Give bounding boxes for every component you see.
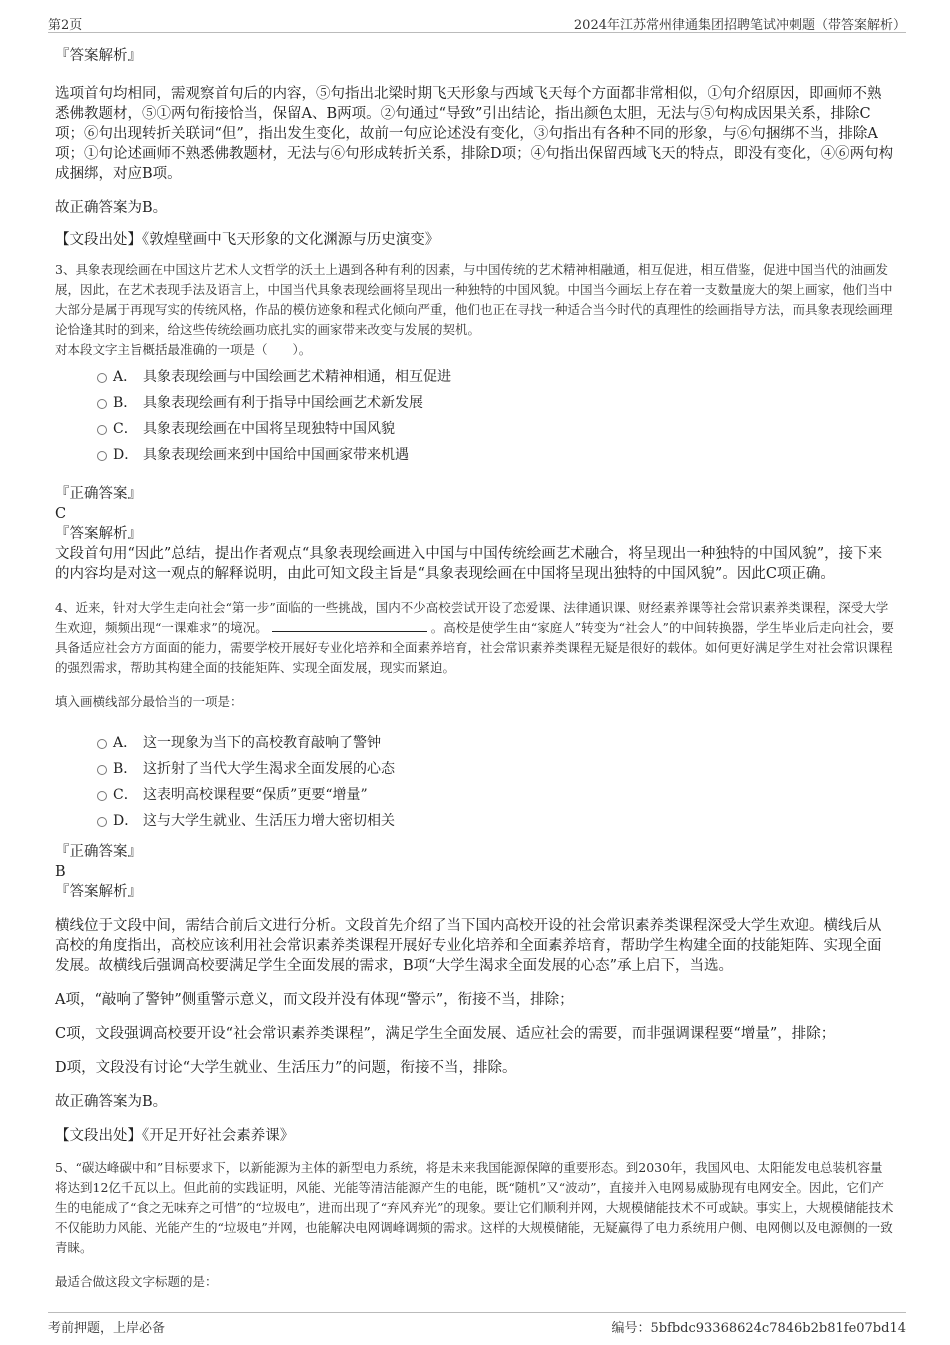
fill-blank bbox=[272, 619, 427, 632]
q3-stem: 3、具象表现绘画在中国这片艺术人文哲学的沃土上遇到各种有利的因素，与中国传统的艺术精神相融通，相互促进，相互借鉴，促进中国当代的油画发展，因此，在艺术表现手法及语言上，中国当代具象表现绘画将呈现出一种独特的中国风貌。中国当今画坛上存在着一支数量庞大的架上画家，他们当中大部分是属于再现写实的传统风格，作品的模仿迹象和程式化倾向严重，他们也正在寻找一种适合当今时代的真理性的绘画指导方法，而具象表现绘画理论恰逢其时的到来，给这些传统绘画功底扎实的画家带来改变与发展的契机。 bbox=[55, 262, 893, 337]
q4-stem bbox=[55, 598, 895, 678]
option-letter: D． bbox=[113, 813, 139, 829]
option-text: 这一现象为当下的高校教育敲响了警钟 bbox=[143, 735, 381, 751]
q3-options bbox=[55, 364, 895, 468]
q4-answer-label: 『正确答案』 bbox=[55, 844, 142, 860]
q4-ask: 填入画横线部分最恰当的一项是： bbox=[55, 694, 243, 709]
option-letter: B． bbox=[113, 395, 138, 411]
option-letter: B． bbox=[113, 761, 138, 777]
q3-answer-label: 『正确答案』 bbox=[55, 486, 142, 502]
q3-option-d[interactable] bbox=[55, 442, 895, 468]
q3-ask: 对本段文字主旨概括最准确的一项是（ ）。 bbox=[55, 342, 312, 357]
document-title: 2024年江苏常州律通集团招聘笔试冲刺题（带答案解析） bbox=[573, 18, 906, 33]
document-body bbox=[55, 40, 895, 1292]
q3-option-a[interactable] bbox=[55, 364, 895, 390]
q5-ask: 最适合做这段文字标题的是： bbox=[55, 1274, 218, 1289]
page-number: 第2页 bbox=[48, 18, 83, 33]
q4-option-c[interactable] bbox=[55, 782, 895, 808]
q4-answer: B bbox=[55, 864, 66, 880]
document-id: 编号：5bfbdc93368624c7846b2b81fe07bd14 bbox=[611, 1321, 906, 1336]
q3-answer: C bbox=[55, 506, 67, 522]
page-footer bbox=[48, 1312, 906, 1337]
q3-option-b[interactable] bbox=[55, 390, 895, 416]
q4-analysis-label: 『答案解析』 bbox=[55, 884, 142, 900]
option-text: 这折射了当代大学生渴求全面发展的心态 bbox=[143, 761, 395, 777]
q4-source: 【文段出处】《开足开好社会素养课》 bbox=[55, 1128, 295, 1144]
option-text: 具象表现绘画来到中国给中国画家带来机遇 bbox=[143, 447, 409, 463]
radio-icon[interactable] bbox=[97, 765, 107, 775]
footer-slogan: 考前押题，上岸必备 bbox=[48, 1321, 166, 1336]
q4-conclusion: 故正确答案为B。 bbox=[55, 1094, 168, 1110]
q4-option-a[interactable] bbox=[55, 730, 895, 756]
option-text: 具象表现绘画有利于指导中国绘画艺术新发展 bbox=[143, 395, 423, 411]
q4-note-d: D项，文段没有讨论“大学生就业、生活压力”的问题，衔接不当，排除。 bbox=[55, 1060, 517, 1076]
radio-icon[interactable] bbox=[97, 425, 107, 435]
q4-analysis-text: 横线位于文段中间，需结合前后文进行分析。文段首先介绍了当下国内高校开设的社会常识素养类课程深受大学生欢迎。横线后从高校的角度指出，高校应该利用社会常识素养类课程开展好专业化培养和全面素养培育，帮助学生构建全面的技能矩阵、实现全面发展。故横线后强调高校要满足学生全面发展的需求，B项“大学生渴求全面发展的心态”承上启下，当选。 bbox=[55, 918, 882, 974]
q4-option-d[interactable] bbox=[55, 808, 895, 834]
q3-analysis-label: 『答案解析』 bbox=[55, 526, 142, 542]
q4-options bbox=[55, 730, 895, 834]
q4-note-c: C项，文段强调高校要开设“社会常识素养类课程”，满足学生全面发展、适应社会的需要，而非强调课程要“增量”，排除； bbox=[55, 1026, 836, 1042]
option-letter: D． bbox=[113, 447, 139, 463]
radio-icon[interactable] bbox=[97, 373, 107, 383]
q3-option-c[interactable] bbox=[55, 416, 895, 442]
q4-stem-before: 4、近来，针对大学生走向社会“第一步”面临的一些挑战，国内不少高校尝试开设了恋爱课、法律通识课、财经素养课等社会常识素养类课程，深受大学生欢迎，频频出现“一课难求”的境况。 bbox=[55, 600, 889, 635]
q2-source: 【文段出处】《敦煌壁画中飞天形象的文化渊源与历史演变》 bbox=[55, 232, 440, 248]
q4-stem-after: 。高校是使学生由“家庭人”转变为“社会人”的中间转换器，学生毕业后走向社会，要具备适应社会方方面面的能力，需要学校开展好专业化培养和全面素养培育，社会常识素养类课程无疑是很好的载体。如何更好满足学生对社会常识课程的强烈需求，帮助其构建全面的技能矩阵、实现全面发展，现实而紧迫。 bbox=[55, 620, 894, 675]
q5-stem: 5、“碳达峰碳中和”目标要求下，以新能源为主体的新型电力系统，将是未来我国能源保障的重要形态。到2030年，我国风电、太阳能发电总装机容量将达到12亿千瓦以上。但此前的实践证明，风能、光能等清洁能源产生的电能，既“随机”又“波动”，直接并入电网易威胁现有电网安全。因此，它们产生的电能成了“食之无味弃之可惜”的“垃圾电”，进而出现了“弃风弃光”的现象。要让它们顺利并网，大规模储能技术不可或缺。事实上，大规模储能技术不仅能助力风能、光能产生的“垃圾电”并网，也能解决电网调峰调频的需求。这样的大规模储能，无疑赢得了电力系统用户侧、电网侧以及电源侧的一致青睐。 bbox=[55, 1160, 894, 1255]
option-text: 具象表现绘画在中国将呈现独特中国风貌 bbox=[143, 421, 395, 437]
q3-analysis-text: 文段首句用“因此”总结，提出作者观点“具象表现绘画进入中国与中国传统绘画艺术融合，将呈现出一种独特的中国风貌”，接下来的内容均是对这一观点的解释说明，由此可知文段主旨是“具象表现绘画在中国将呈现出独特的中国风貌”。因此C项正确。 bbox=[55, 546, 883, 582]
q2-conclusion: 故正确答案为B。 bbox=[55, 200, 168, 216]
q2-analysis-text: 选项首句均相同，需观察首句后的内容，⑤句指出北梁时期飞天形象与西域飞天每个方面都非常相似，①句介绍原因，即画师不熟悉佛教题材，⑤①两句衔接恰当，保留A、B两项。②句通过“导致”引出结论，指出颜色太胆，无法与⑤句构成因果关系，排除C项；⑥句出现转折关联词“但”，指出发生变化，故前一句应论述没有变化，③句指出有各种不同的形象，与⑥句捆绑不当，排除A项；①句论述画师不熟悉佛教题材，无法与⑥句形成转折关系，排除D项；④句指出保留西域飞天的特点，即没有变化，④⑥两句构成捆绑，对应B项。 bbox=[55, 86, 894, 182]
radio-icon[interactable] bbox=[97, 399, 107, 409]
option-letter: A． bbox=[113, 735, 138, 751]
radio-icon[interactable] bbox=[97, 451, 107, 461]
radio-icon[interactable] bbox=[97, 739, 107, 749]
option-text: 具象表现绘画与中国绘画艺术精神相通，相互促进 bbox=[143, 369, 451, 385]
option-text: 这与大学生就业、生活压力增大密切相关 bbox=[143, 813, 395, 829]
option-letter: C． bbox=[113, 421, 138, 437]
radio-icon[interactable] bbox=[97, 817, 107, 827]
option-text: 这表明高校课程要“保质”更要“增量” bbox=[143, 787, 368, 803]
option-letter: C． bbox=[113, 787, 138, 803]
q4-note-a: A项，“敲响了警钟”侧重警示意义，而文段并没有体现“警示”，衔接不当，排除； bbox=[55, 992, 574, 1008]
q2-analysis-label: 『答案解析』 bbox=[55, 48, 142, 64]
q4-option-b[interactable] bbox=[55, 756, 895, 782]
radio-icon[interactable] bbox=[97, 791, 107, 801]
page-header bbox=[48, 10, 906, 33]
option-letter: A． bbox=[113, 369, 138, 385]
